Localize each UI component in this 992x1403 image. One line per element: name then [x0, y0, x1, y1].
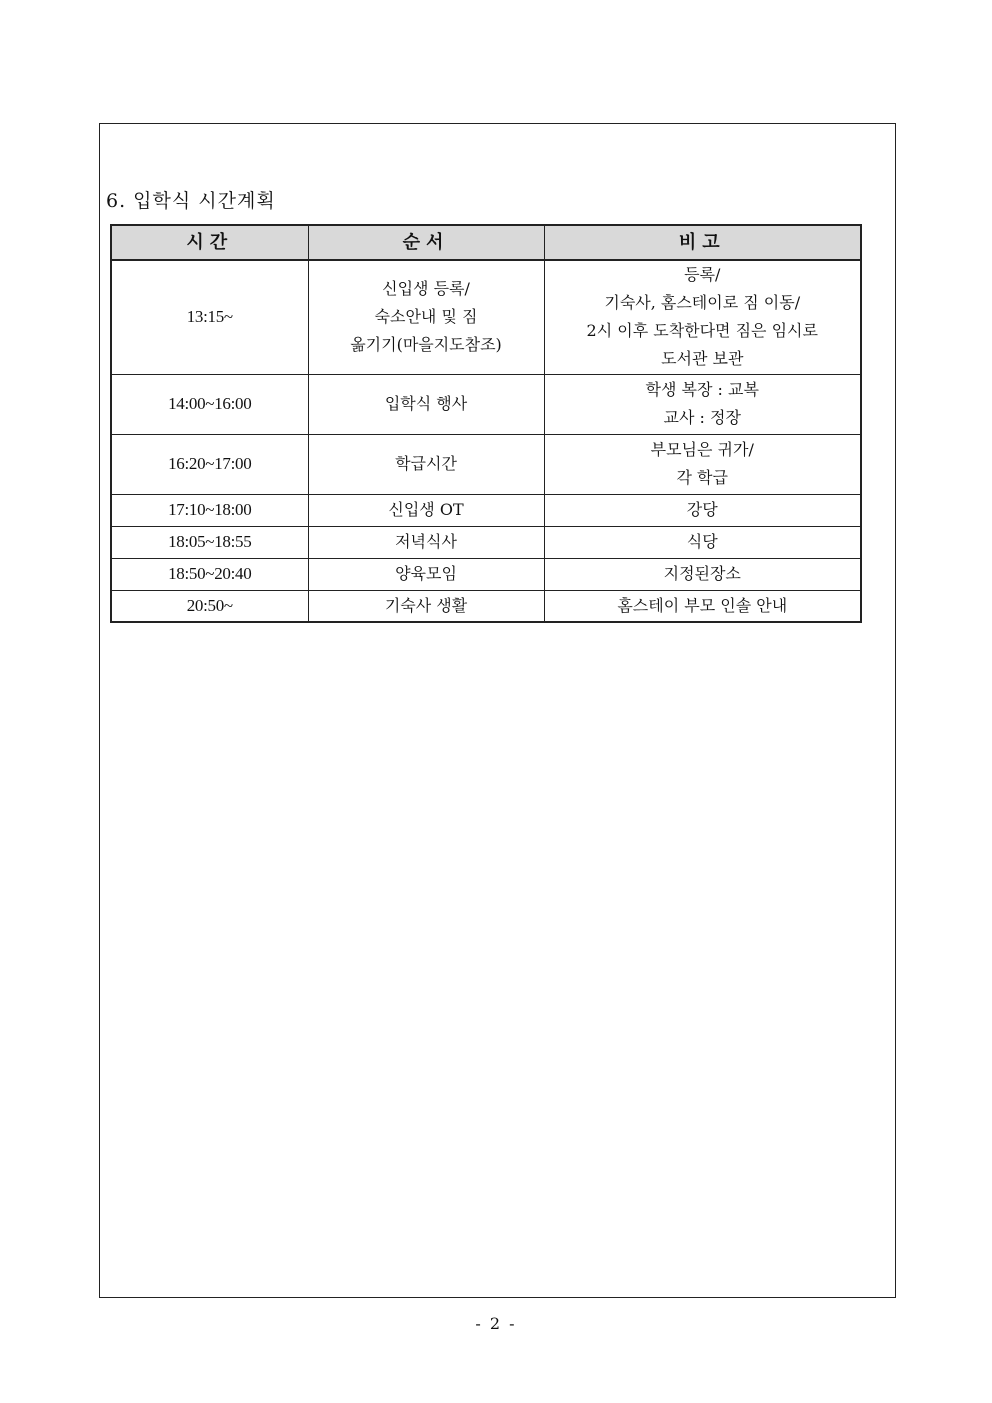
order-cell — [308, 434, 544, 494]
table-row — [111, 260, 861, 374]
note-line: 각 학급 — [676, 468, 728, 487]
note-line: 교사 : 정장 — [663, 408, 741, 427]
note-cell — [544, 260, 861, 374]
time-cell: 14:00~16:00 — [111, 374, 308, 434]
note-line: 등록/ — [684, 265, 721, 285]
note-line: 부모님은 귀가/ — [650, 440, 754, 459]
note-line: 강당 — [686, 500, 718, 519]
page-number: - 2 - — [475, 1314, 517, 1333]
order-cell — [308, 558, 544, 590]
note-line: 2시 이후 도착한다면 짐은 임시로 — [586, 321, 818, 341]
order-line: 저녁식사 — [395, 532, 457, 551]
table-row — [111, 434, 861, 494]
note-line: 홈스테이 부모 인솔 안내 — [617, 595, 788, 615]
note-cell — [544, 434, 861, 494]
order-cell — [308, 260, 544, 374]
order-line: 입학식 행사 — [384, 394, 468, 413]
note-line: 도서관 보관 — [661, 349, 744, 369]
note-line: 식당 — [686, 532, 718, 551]
time-cell: 13:15~ — [111, 260, 308, 374]
note-line: 기숙사, 홈스테이로 짐 이동/ — [604, 293, 801, 313]
table-row — [111, 494, 861, 526]
note-cell — [544, 526, 861, 558]
order-line: 기숙사 생활 — [384, 595, 468, 615]
time-cell: 18:50~20:40 — [111, 558, 308, 590]
order-line: 학급시간 — [395, 454, 457, 473]
table-row — [111, 590, 861, 622]
note-cell — [544, 590, 861, 622]
table-row — [111, 374, 861, 434]
time-cell: 18:05~18:55 — [111, 526, 308, 558]
order-line: 신입생 등록/ — [382, 279, 470, 299]
column-header-note: 비고 — [544, 225, 861, 260]
section-title: 6. 입학식 시간계획 — [106, 190, 276, 212]
order-line: 양육모임 — [395, 564, 457, 583]
order-line: 숙소안내 및 짐 — [374, 307, 478, 327]
order-line: 신입생 OT — [388, 500, 464, 519]
column-header-time: 시간 — [111, 225, 308, 260]
table-row — [111, 558, 861, 590]
note-line: 학생 복장 : 교복 — [645, 380, 759, 399]
column-header-order: 순서 — [308, 225, 544, 260]
order-cell — [308, 374, 544, 434]
order-cell — [308, 494, 544, 526]
note-cell — [544, 558, 861, 590]
table-row — [111, 526, 861, 558]
note-cell — [544, 374, 861, 434]
order-cell — [308, 590, 544, 622]
schedule-table — [110, 224, 862, 623]
time-cell: 17:10~18:00 — [111, 494, 308, 526]
order-cell — [308, 526, 544, 558]
note-cell — [544, 494, 861, 526]
note-line: 지정된장소 — [663, 564, 741, 583]
table-header-row — [111, 225, 861, 260]
time-cell: 16:20~17:00 — [111, 434, 308, 494]
order-line: 옮기기(마을지도참조) — [350, 335, 502, 355]
time-cell: 20:50~ — [111, 590, 308, 622]
